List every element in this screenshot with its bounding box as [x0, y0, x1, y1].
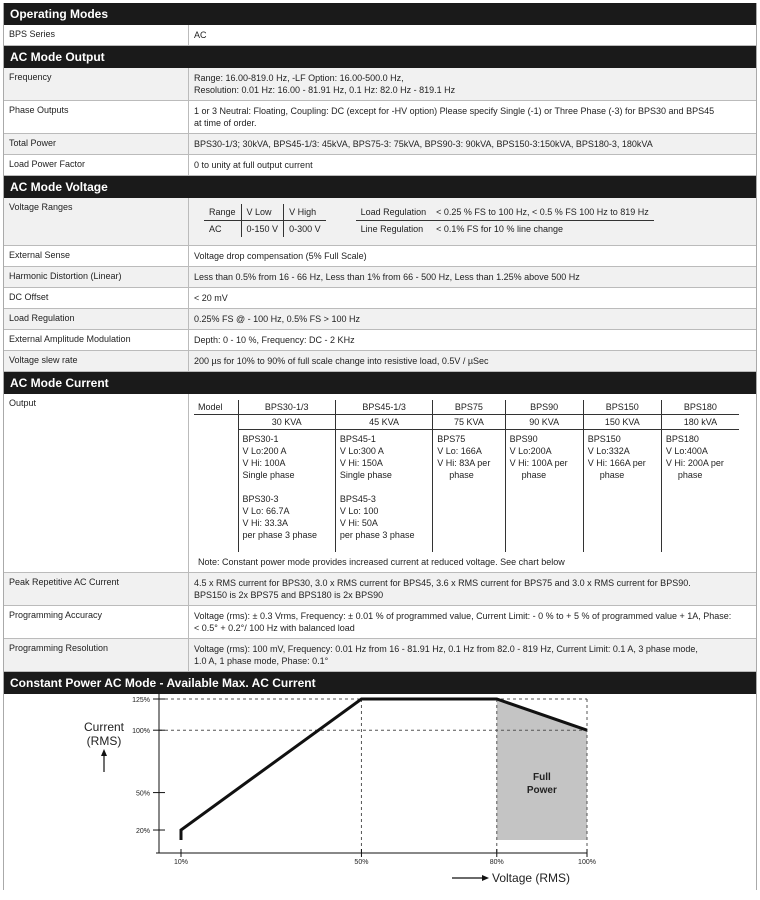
line: phase [521, 470, 547, 480]
row-external-amplitude-modulation [4, 330, 756, 351]
label: Total Power [4, 134, 189, 154]
value [189, 606, 756, 638]
cell [583, 430, 661, 552]
row-output [4, 394, 756, 573]
cell [505, 430, 583, 552]
y-tick-label: 20% [135, 827, 150, 835]
line: V Lo: 66.7A [242, 506, 290, 516]
line: phase [677, 470, 703, 480]
value [189, 394, 756, 572]
cell: 150 KVA [583, 415, 661, 430]
row-voltage-ranges [4, 198, 756, 246]
value [189, 68, 756, 100]
line: V Lo: 100 [339, 506, 379, 516]
label: Programming Accuracy [4, 606, 189, 638]
line: V Hi: 166A per [587, 458, 646, 468]
col-header: V Low [241, 204, 284, 221]
line: V Hi: 100A per [509, 458, 568, 468]
row-voltage-slew-rate [4, 351, 756, 372]
line: per phase 3 phase [242, 530, 318, 540]
row-frequency [4, 68, 756, 101]
current-note: Note: Constant power mode provides increased current at reduced voltage. See chart below [198, 556, 565, 567]
y-axis-label: (RMS) [86, 733, 122, 748]
col-header: BPS45-1/3 [335, 400, 432, 415]
cell: < 0.25 % FS to 100 Hz, < 0.5 % FS 100 Hz to 819 Hz [436, 207, 649, 217]
value [189, 198, 756, 245]
label: Phase Outputs [4, 101, 189, 133]
col-header: BPS150 [583, 400, 661, 415]
value-line: BPS150 is 2x BPS75 and BPS180 is 2x BPS90 [194, 589, 384, 600]
value: AC [194, 30, 207, 40]
label: DC Offset [4, 288, 189, 308]
cell: 30 KVA [238, 415, 335, 430]
line: phase [449, 470, 474, 480]
x-tick-label: 50% [354, 858, 369, 866]
cell [335, 430, 432, 552]
cell: < 0.1% FS for 10 % line change [436, 224, 563, 234]
current-table [194, 400, 739, 552]
line: BPS30-3 [242, 494, 279, 504]
line: V Hi: 150A [339, 458, 383, 468]
line: BPS150 [587, 434, 621, 444]
value-line: Resolution: 0.01 Hz: 16.00 - 81.91 Hz, 0.1 Hz: 82.0 Hz - 819.1 Hz [194, 85, 456, 95]
cell: 75 KVA [433, 415, 505, 430]
line: BPS180 [665, 434, 699, 444]
value-line: Range: 16.00-819.0 Hz, -LF Option: 16.00-500.0 Hz, [194, 73, 404, 83]
value: 200 µs for 10% to 90% of full scale change into resistive load, 0.5V / µSec [194, 356, 489, 366]
spacer [340, 481, 428, 493]
value: Voltage drop compensation (5% Full Scale) [194, 251, 367, 261]
value: < 20 mV [194, 293, 228, 303]
y-arrow-head [101, 749, 107, 756]
value: Depth: 0 - 10 %, Frequency: DC - 2 KHz [194, 335, 355, 345]
col-header: Range [209, 207, 236, 217]
row-load-power-factor [4, 155, 756, 176]
line: per phase 3 phase [339, 530, 415, 540]
section-ac-mode-voltage: AC Mode Voltage [4, 176, 756, 198]
section-ac-mode-output: AC Mode Output [4, 46, 756, 68]
cell: Load Regulation [360, 207, 427, 217]
cell [433, 430, 505, 552]
section-constant-power: Constant Power AC Mode - Available Max. AC Current [4, 672, 756, 694]
cell: 0-150 V [241, 221, 284, 238]
line: Single phase [339, 470, 392, 480]
row-total-power [4, 134, 756, 155]
full-power-area [497, 699, 587, 840]
cell: 90 KVA [505, 415, 583, 430]
cell: 0-300 V [284, 221, 326, 238]
line: BPS45-1 [339, 434, 376, 444]
col-header: BPS180 [661, 400, 739, 415]
full-power-label: Power [526, 784, 557, 796]
line: V Lo: 166A [437, 446, 482, 456]
cell: AC [209, 224, 222, 234]
row-programming-resolution [4, 639, 756, 672]
section-ac-mode-current: AC Mode Current [4, 372, 756, 394]
constant-power-chart [4, 694, 756, 890]
value [189, 573, 756, 605]
line: BPS75 [437, 434, 466, 444]
line: V Lo:300 A [339, 446, 384, 456]
value: BPS30-1/3; 30kVA, BPS45-1/3: 45kVA, BPS75-3: 75kVA, BPS90-3: 90kVA, BPS150-3:150kVA, BPS180-3, 180kVA [194, 139, 653, 149]
col-header: V High [284, 204, 326, 221]
x-tick-label: 10% [173, 858, 189, 866]
x-axis-label: Voltage (RMS) [492, 870, 571, 885]
row-load-regulation [4, 309, 756, 330]
value-line: 4.5 x RMS current for BPS30, 3.0 x RMS current for BPS45, 3.6 x RMS current for BPS75 and 3.0 x RMS current for BPS90. [194, 577, 691, 588]
line: BPS90 [509, 434, 538, 444]
label: Voltage Ranges [4, 198, 189, 245]
value-line: at time of order. [194, 118, 257, 128]
section-operating-modes: Operating Modes [4, 3, 756, 25]
value: Less than 0.5% from 16 - 66 Hz, Less than 1% from 66 - 500 Hz, Less than 1.25% above 500 Hz [194, 272, 580, 282]
value: 0 to unity at full output current [194, 160, 313, 170]
line: V Lo:400A [665, 446, 708, 456]
line: V Hi: 50A [339, 518, 378, 528]
label: Peak Repetitive AC Current [4, 573, 189, 605]
line: V Hi: 100A [242, 458, 286, 468]
cell [238, 430, 335, 552]
line: V Lo:332A [587, 446, 630, 456]
label: Load Regulation [4, 309, 189, 329]
y-tick-label: 125% [132, 696, 150, 704]
value [189, 101, 756, 133]
value: 0.25% FS @ - 100 Hz, 0.5% FS > 100 Hz [194, 314, 360, 324]
row-phase-outputs [4, 101, 756, 134]
line: BPS45-3 [339, 494, 376, 504]
line: BPS30-1 [242, 434, 279, 444]
x-tick-label: 80% [489, 858, 504, 866]
label: External Amplitude Modulation [4, 330, 189, 350]
col-header: BPS30-1/3 [238, 400, 335, 415]
spec-sheet [3, 3, 757, 890]
value-line: Voltage (rms): 100 mV, Frequency: 0.01 Hz from 16 - 81.91 Hz, 0.1 Hz from 82.0 - 819 Hz, Current Limit: 0.1 A, 3 phase mode, [194, 643, 698, 654]
y-axis-label: Current [83, 719, 125, 734]
row-external-sense [4, 246, 756, 267]
cell [661, 430, 739, 552]
cell [194, 430, 238, 552]
full-power-label: Full [532, 771, 551, 783]
col-header: BPS75 [433, 400, 505, 415]
line: V Hi: 33.3A [242, 518, 289, 528]
label: Voltage slew rate [4, 351, 189, 371]
col-header: BPS90 [505, 400, 583, 415]
chart-svg [4, 694, 756, 890]
value-line: 1.0 A, 1 phase mode, Phase: 0.1° [194, 655, 329, 666]
value [189, 639, 756, 671]
value-line: Voltage (rms): ± 0.3 Vrms, Frequency: ± 0.01 % of programmed value, Current Limit: - 0 % to + 5 % of programmed value + 1A, Phase: [194, 610, 732, 621]
line: V Lo:200A [509, 446, 552, 456]
row-peak-repetitive-current [4, 573, 756, 606]
label: Output [4, 394, 189, 572]
spacer [243, 481, 331, 493]
line: V Hi: 83A per [437, 458, 491, 468]
y-tick-label: 50% [135, 790, 150, 798]
col-header: Model [198, 402, 223, 412]
label: External Sense [4, 246, 189, 266]
line: V Lo:200 A [242, 446, 287, 456]
cell: 180 kVA [661, 415, 739, 430]
row-harmonic-distortion [4, 267, 756, 288]
y-tick-label: 100% [132, 727, 150, 735]
regulation-table [356, 204, 654, 237]
label: Programming Resolution [4, 639, 189, 671]
line: V Hi: 200A per [665, 458, 724, 468]
voltage-range-table [204, 204, 326, 237]
row-dc-offset [4, 288, 756, 309]
value-line: 1 or 3 Neutral: Floating, Coupling: DC (except for -HV option) Please specify Single (-1) or Three Phase (-3) for BPS30 and BPS45 [194, 106, 715, 116]
value-line: < 0.5° + 0.2°/ 100 Hz with balanced load [194, 622, 355, 633]
line: phase [599, 470, 625, 480]
row-bps-series [4, 25, 756, 46]
x-arrow-head [482, 875, 489, 881]
cell: Line Regulation [360, 224, 424, 234]
label: BPS Series [4, 25, 189, 45]
row-programming-accuracy [4, 606, 756, 639]
line: Single phase [242, 470, 295, 480]
label: Harmonic Distortion (Linear) [4, 267, 189, 287]
cell [194, 415, 238, 430]
label: Load Power Factor [4, 155, 189, 175]
x-tick-label: 100% [578, 858, 596, 866]
cell: 45 KVA [335, 415, 432, 430]
label: Frequency [4, 68, 189, 100]
